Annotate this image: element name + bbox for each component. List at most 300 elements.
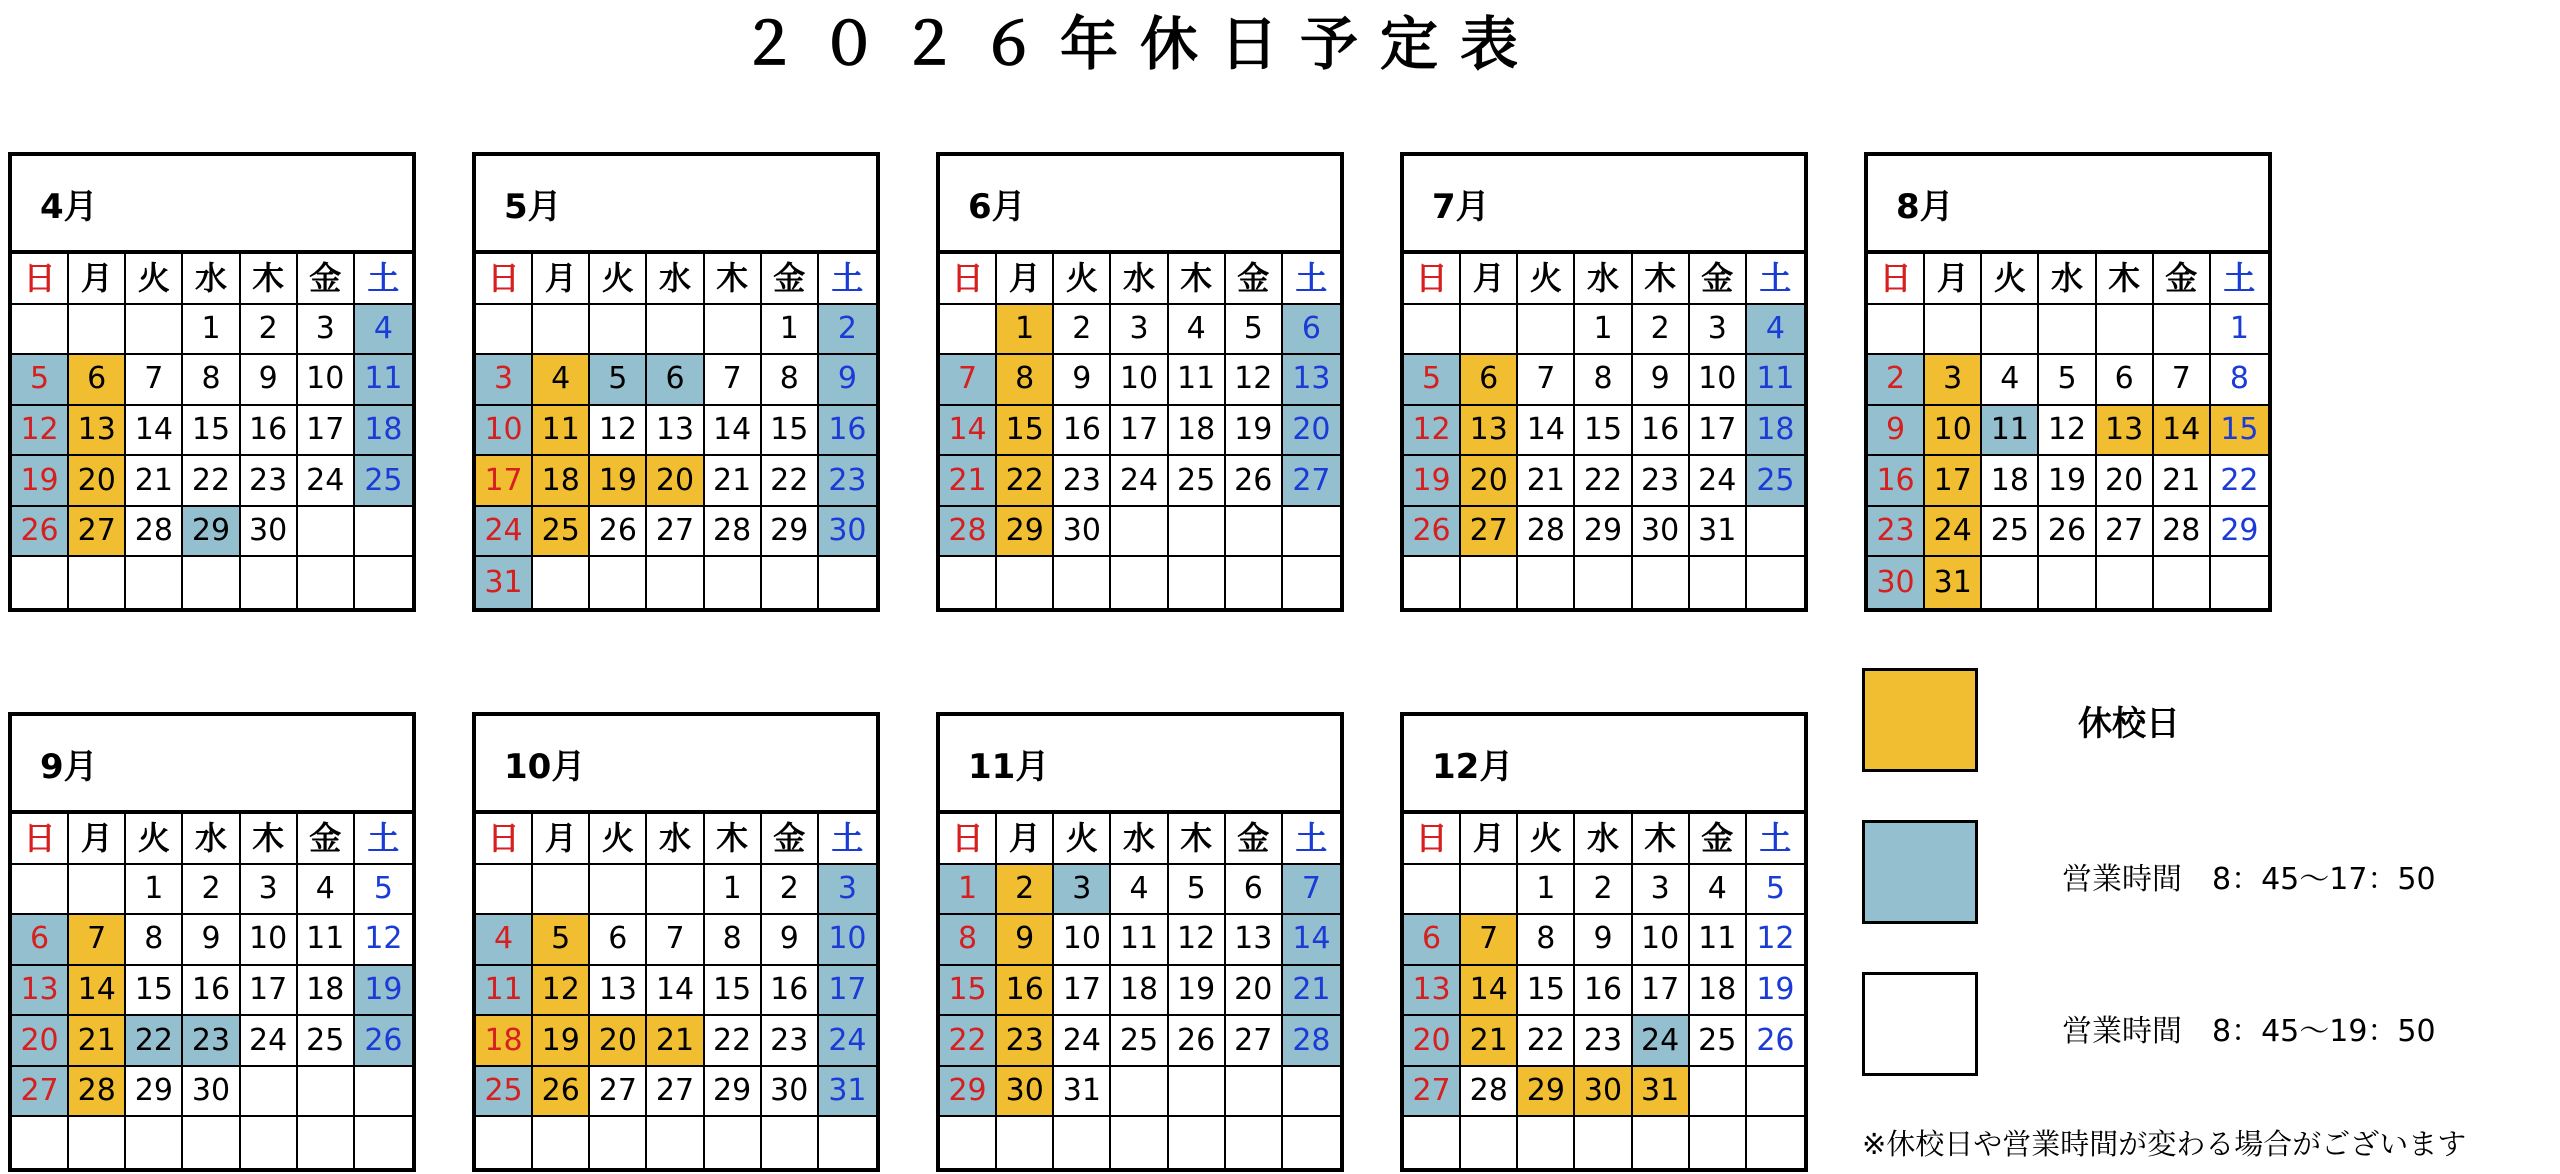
day-cell: 8 [126,915,183,966]
empty-cell [705,305,762,356]
empty-cell [647,865,704,916]
day-cell: 23 [1868,507,1925,558]
day-cell: 14 [940,406,997,457]
day-cell: 21 [1518,456,1575,507]
day-cell: 10 [1690,355,1747,406]
day-cell: 12 [1226,355,1283,406]
empty-cell [1404,305,1461,356]
day-cell: 28 [1283,1016,1340,1067]
day-cell: 13 [1461,406,1518,457]
weekday-header: 日 [12,254,69,305]
day-cell: 3 [1633,865,1690,916]
empty-cell [1982,305,2039,356]
empty-cell [1111,507,1168,558]
day-cell: 27 [1461,507,1518,558]
day-cell: 14 [705,406,762,457]
month-title: 10月 [476,716,876,814]
day-cell: 11 [1747,355,1804,406]
day-cell: 22 [126,1016,183,1067]
month-calendar [936,152,1344,612]
day-cell: 17 [819,966,876,1017]
day-cell: 18 [1690,966,1747,1017]
empty-cell [1283,557,1340,608]
empty-cell [12,557,69,608]
day-cell: 8 [705,915,762,966]
weekday-header: 金 [1690,814,1747,865]
day-cell: 29 [1575,507,1632,558]
empty-cell [2211,557,2268,608]
day-cell: 6 [1283,305,1340,356]
weekday-header: 木 [241,814,298,865]
day-cell: 3 [1690,305,1747,356]
empty-cell [1404,557,1461,608]
day-cell: 16 [1868,456,1925,507]
weekday-header: 水 [1111,254,1168,305]
month-calendar [936,712,1344,1172]
day-cell: 31 [1925,557,1982,608]
day-cell: 5 [1747,865,1804,916]
empty-cell [1575,557,1632,608]
day-cell: 9 [241,355,298,406]
day-cell: 14 [69,966,126,1017]
empty-cell [69,305,126,356]
weekday-header: 水 [1575,254,1632,305]
empty-cell [1461,305,1518,356]
empty-cell [1226,507,1283,558]
empty-cell [1111,1117,1168,1168]
empty-cell [705,1117,762,1168]
day-cell: 12 [355,915,412,966]
day-cell: 9 [819,355,876,406]
day-cell: 2 [1054,305,1111,356]
day-cell: 11 [1169,355,1226,406]
day-grid [476,814,876,1168]
day-cell: 18 [1111,966,1168,1017]
empty-cell [997,557,1054,608]
day-cell: 5 [1404,355,1461,406]
day-cell: 1 [997,305,1054,356]
weekday-header: 水 [1111,814,1168,865]
empty-cell [1518,305,1575,356]
day-cell: 28 [2154,507,2211,558]
weekday-header: 木 [1169,254,1226,305]
day-cell: 10 [1054,915,1111,966]
empty-cell [762,1117,819,1168]
weekday-header: 木 [1169,814,1226,865]
day-cell: 19 [590,456,647,507]
day-cell: 20 [1461,456,1518,507]
day-cell: 17 [1633,966,1690,1017]
day-cell: 8 [940,915,997,966]
day-cell: 16 [1054,406,1111,457]
day-cell: 22 [997,456,1054,507]
footnote: ※休校日や営業時間が変わる場合がございます [1862,1127,2467,1161]
empty-cell [1633,557,1690,608]
day-cell: 9 [1575,915,1632,966]
day-cell: 10 [1633,915,1690,966]
day-cell: 17 [1925,456,1982,507]
day-cell: 28 [705,507,762,558]
day-cell: 15 [126,966,183,1017]
weekday-header: 木 [2097,254,2154,305]
empty-cell [298,507,355,558]
empty-cell [2039,557,2096,608]
empty-cell [1633,1117,1690,1168]
empty-cell [1283,1117,1340,1168]
empty-cell [1982,557,2039,608]
day-cell: 10 [241,915,298,966]
day-cell: 28 [1461,1067,1518,1118]
day-cell: 30 [241,507,298,558]
day-cell: 15 [1575,406,1632,457]
day-cell: 30 [1868,557,1925,608]
empty-cell [1054,1117,1111,1168]
month-title: 8月 [1868,156,2268,254]
empty-cell [1226,1067,1283,1118]
day-cell: 8 [997,355,1054,406]
day-grid [476,254,876,608]
weekday-header: 火 [126,254,183,305]
day-cell: 6 [1226,865,1283,916]
day-cell: 4 [1747,305,1804,356]
weekday-header: 木 [705,254,762,305]
day-cell: 31 [476,557,533,608]
weekday-header: 木 [705,814,762,865]
empty-cell [1169,557,1226,608]
day-cell: 8 [183,355,240,406]
weekday-header: 月 [533,254,590,305]
month-title: 12月 [1404,716,1804,814]
day-cell: 18 [476,1016,533,1067]
day-cell: 31 [1633,1067,1690,1118]
day-cell: 3 [1054,865,1111,916]
day-cell: 23 [762,1016,819,1067]
weekday-header: 土 [1283,814,1340,865]
day-grid [940,254,1340,608]
month-title: 6月 [940,156,1340,254]
day-cell: 13 [590,966,647,1017]
day-cell: 31 [819,1067,876,1118]
empty-cell [2039,305,2096,356]
weekday-header: 日 [1868,254,1925,305]
empty-cell [1690,1067,1747,1118]
weekday-header: 火 [590,254,647,305]
day-cell: 11 [1690,915,1747,966]
weekday-header: 木 [1633,814,1690,865]
empty-cell [1226,1117,1283,1168]
empty-cell [1461,557,1518,608]
day-cell: 23 [1633,456,1690,507]
weekday-header: 月 [1461,814,1518,865]
day-cell: 17 [298,406,355,457]
day-cell: 14 [2154,406,2211,457]
day-cell: 27 [12,1067,69,1118]
day-cell: 11 [476,966,533,1017]
empty-cell [647,557,704,608]
empty-cell [1868,305,1925,356]
day-cell: 12 [1747,915,1804,966]
empty-cell [2154,557,2211,608]
day-cell: 24 [1925,507,1982,558]
month-calendar [1400,152,1808,612]
day-cell: 23 [183,1016,240,1067]
day-cell: 14 [1461,966,1518,1017]
day-cell: 20 [69,456,126,507]
empty-cell [533,305,590,356]
weekday-header: 水 [183,254,240,305]
day-cell: 9 [762,915,819,966]
day-cell: 7 [1518,355,1575,406]
weekday-header: 金 [1226,814,1283,865]
weekday-header: 月 [1925,254,1982,305]
day-cell: 23 [997,1016,1054,1067]
day-cell: 1 [1575,305,1632,356]
day-cell: 2 [183,865,240,916]
day-cell: 7 [126,355,183,406]
day-cell: 19 [1226,406,1283,457]
day-cell: 18 [298,966,355,1017]
day-cell: 25 [533,507,590,558]
day-cell: 10 [476,406,533,457]
month-calendar [8,712,416,1172]
day-cell: 25 [298,1016,355,1067]
empty-cell [12,865,69,916]
day-cell: 6 [12,915,69,966]
empty-cell [940,1117,997,1168]
day-cell: 6 [1404,915,1461,966]
empty-cell [1690,1117,1747,1168]
day-cell: 10 [1925,406,1982,457]
day-cell: 22 [762,456,819,507]
empty-cell [126,305,183,356]
empty-cell [1747,557,1804,608]
day-cell: 15 [2211,406,2268,457]
day-cell: 18 [533,456,590,507]
weekday-header: 水 [2039,254,2096,305]
empty-cell [1690,557,1747,608]
day-cell: 2 [819,305,876,356]
day-cell: 30 [1575,1067,1632,1118]
weekday-header: 日 [476,254,533,305]
weekday-header: 水 [647,254,704,305]
empty-cell [1283,1067,1340,1118]
empty-cell [1404,1117,1461,1168]
day-cell: 14 [126,406,183,457]
day-cell: 27 [647,1067,704,1118]
day-cell: 28 [69,1067,126,1118]
empty-cell [1226,557,1283,608]
weekday-header: 日 [940,254,997,305]
day-cell: 30 [819,507,876,558]
weekday-header: 金 [762,814,819,865]
legend-swatch-normal-hours [1862,972,1978,1076]
weekday-header: 日 [1404,254,1461,305]
day-cell: 29 [762,507,819,558]
day-cell: 12 [1169,915,1226,966]
day-cell: 24 [298,456,355,507]
day-cell: 31 [1690,507,1747,558]
legend-swatch-short-hours [1862,820,1978,924]
day-cell: 5 [533,915,590,966]
day-cell: 2 [1575,865,1632,916]
day-cell: 1 [762,305,819,356]
day-cell: 15 [762,406,819,457]
weekday-header: 土 [1747,814,1804,865]
empty-cell [647,1117,704,1168]
weekday-header: 土 [355,254,412,305]
weekday-header: 日 [940,814,997,865]
empty-cell [355,1067,412,1118]
day-cell: 18 [1169,406,1226,457]
day-cell: 16 [241,406,298,457]
day-cell: 21 [1283,966,1340,1017]
legend-label-normal-hours: 営業時間 8：45～19：50 [2062,1014,2436,1049]
day-cell: 5 [2039,355,2096,406]
day-cell: 4 [355,305,412,356]
day-cell: 6 [69,355,126,406]
empty-cell [126,1117,183,1168]
day-cell: 22 [2211,456,2268,507]
day-cell: 24 [1690,456,1747,507]
day-cell: 21 [705,456,762,507]
day-cell: 29 [1518,1067,1575,1118]
day-cell: 24 [819,1016,876,1067]
day-cell: 22 [940,1016,997,1067]
day-cell: 8 [762,355,819,406]
day-cell: 3 [1111,305,1168,356]
weekday-header: 土 [1747,254,1804,305]
day-cell: 19 [12,456,69,507]
weekday-header: 金 [1226,254,1283,305]
empty-cell [997,1117,1054,1168]
empty-cell [476,1117,533,1168]
empty-cell [762,557,819,608]
day-cell: 26 [1747,1016,1804,1067]
day-cell: 29 [126,1067,183,1118]
empty-cell [1169,507,1226,558]
day-cell: 7 [69,915,126,966]
day-cell: 22 [705,1016,762,1067]
day-cell: 21 [69,1016,126,1067]
empty-cell [647,305,704,356]
weekday-header: 火 [1518,814,1575,865]
month-title: 9月 [12,716,412,814]
day-cell: 21 [1461,1016,1518,1067]
empty-cell [2154,305,2211,356]
day-cell: 11 [298,915,355,966]
day-cell: 13 [2097,406,2154,457]
day-cell: 11 [533,406,590,457]
weekday-header: 水 [183,814,240,865]
weekday-header: 月 [69,814,126,865]
day-cell: 28 [126,507,183,558]
day-cell: 20 [647,456,704,507]
day-cell: 27 [647,507,704,558]
day-cell: 21 [126,456,183,507]
weekday-header: 月 [997,254,1054,305]
weekday-header: 土 [819,814,876,865]
day-cell: 15 [997,406,1054,457]
weekday-header: 土 [1283,254,1340,305]
day-cell: 15 [1518,966,1575,1017]
day-cell: 9 [997,915,1054,966]
day-cell: 7 [940,355,997,406]
day-cell: 14 [647,966,704,1017]
day-cell: 7 [705,355,762,406]
day-cell: 4 [1982,355,2039,406]
day-cell: 11 [355,355,412,406]
day-cell: 12 [1404,406,1461,457]
day-cell: 3 [241,865,298,916]
empty-cell [355,557,412,608]
day-cell: 27 [590,1067,647,1118]
empty-cell [1404,865,1461,916]
day-cell: 13 [1404,966,1461,1017]
empty-cell [590,1117,647,1168]
day-cell: 4 [1111,865,1168,916]
day-cell: 11 [1982,406,2039,457]
empty-cell [355,507,412,558]
day-cell: 14 [1518,406,1575,457]
empty-cell [1747,507,1804,558]
day-cell: 28 [940,507,997,558]
weekday-header: 金 [2154,254,2211,305]
day-cell: 20 [1283,406,1340,457]
empty-cell [1518,557,1575,608]
day-cell: 21 [647,1016,704,1067]
day-cell: 24 [476,507,533,558]
day-cell: 4 [1169,305,1226,356]
day-cell: 16 [1633,406,1690,457]
empty-cell [1169,1117,1226,1168]
day-cell: 19 [1169,966,1226,1017]
day-cell: 7 [1283,865,1340,916]
empty-cell [298,1067,355,1118]
empty-cell [241,1067,298,1118]
day-cell: 7 [647,915,704,966]
day-cell: 17 [241,966,298,1017]
empty-cell [126,557,183,608]
empty-cell [476,865,533,916]
day-cell: 9 [1054,355,1111,406]
empty-cell [590,865,647,916]
day-cell: 27 [2097,507,2154,558]
day-grid [1868,254,2268,608]
weekday-header: 木 [241,254,298,305]
day-cell: 16 [183,966,240,1017]
month-calendar [1864,152,2272,612]
day-cell: 29 [2211,507,2268,558]
day-cell: 22 [1575,456,1632,507]
day-cell: 29 [940,1067,997,1118]
day-cell: 24 [1633,1016,1690,1067]
day-cell: 12 [2039,406,2096,457]
empty-cell [1111,1067,1168,1118]
empty-cell [1747,1117,1804,1168]
day-cell: 2 [997,865,1054,916]
day-cell: 30 [762,1067,819,1118]
day-cell: 6 [590,915,647,966]
empty-cell [298,557,355,608]
empty-cell [12,305,69,356]
weekday-header: 火 [1518,254,1575,305]
day-cell: 30 [183,1067,240,1118]
day-grid [1404,254,1804,608]
day-cell: 2 [241,305,298,356]
weekday-header: 土 [355,814,412,865]
weekday-header: 日 [476,814,533,865]
day-cell: 9 [183,915,240,966]
